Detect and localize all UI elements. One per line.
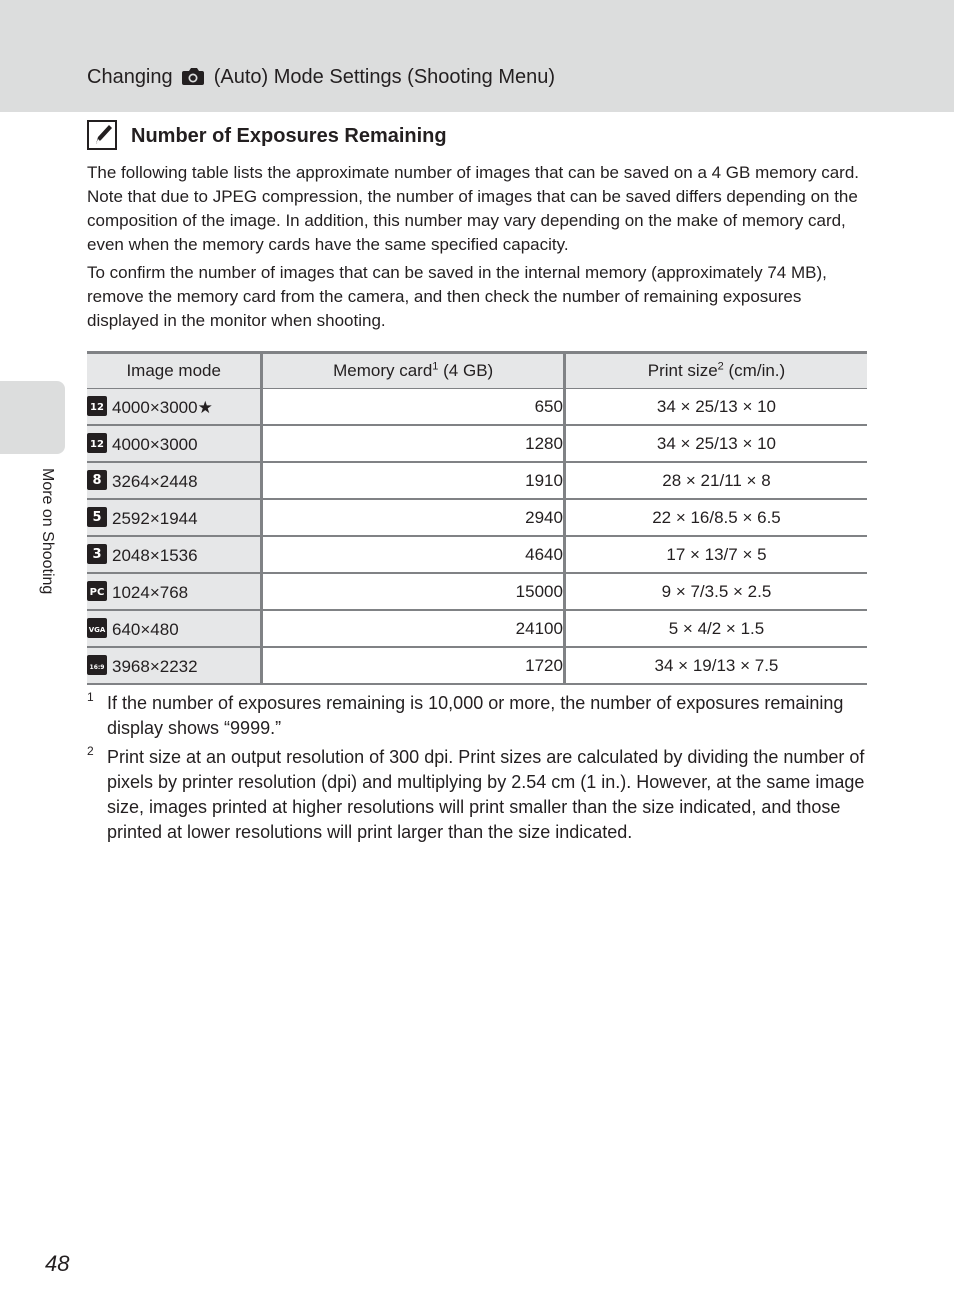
- table-row: [87, 499, 867, 536]
- svg-text:VGA: VGA: [88, 625, 106, 634]
- image-mode-cell: [87, 536, 262, 573]
- footnote-mark: 1: [87, 690, 94, 704]
- image-mode-cell: [87, 425, 262, 462]
- 12m-icon: [87, 433, 107, 453]
- memory-card-cell: 24100: [262, 610, 565, 647]
- 5m-icon: [87, 507, 107, 527]
- exposures-table: [87, 351, 867, 685]
- image-mode-label: 4000×3000★: [112, 397, 213, 417]
- image-mode-cell: [87, 647, 262, 684]
- table-row: [87, 647, 867, 684]
- image-mode-label: 3968×2232: [112, 656, 198, 676]
- page-header-title: [87, 66, 555, 89]
- image-mode-label: 2592×1944: [112, 508, 198, 528]
- table-row: [87, 536, 867, 573]
- footnote-1: [87, 691, 867, 741]
- table-row: [87, 573, 867, 610]
- svg-text:3: 3: [92, 546, 102, 562]
- table-header-row: [87, 353, 867, 389]
- side-tab: [0, 381, 65, 454]
- memory-card-cell: 650: [262, 389, 565, 426]
- vga-icon: [87, 618, 107, 638]
- print-size-cell: 34 × 25/13 × 10: [564, 425, 867, 462]
- image-mode-cell: [87, 462, 262, 499]
- memory-card-cell: 1910: [262, 462, 565, 499]
- print-size-cell: 34 × 25/13 × 10: [564, 389, 867, 426]
- internal-memory-paragraph: To confirm the number of images that can be saved in the internal memory (approximately 74 MB), remove the memory card from the camera, and then check the number of remaining exposures displayed in the monitor when shooting.: [87, 263, 827, 330]
- camera-auto-icon: [182, 67, 204, 85]
- svg-text:12: 12: [90, 438, 104, 450]
- image-mode-label: 2048×1536: [112, 545, 198, 565]
- note-pencil-icon: [87, 120, 117, 150]
- memory-card-cell: 15000: [262, 573, 565, 610]
- image-mode-label: 1024×768: [112, 582, 189, 602]
- print-size-cell: 9 × 7/3.5 × 2.5: [564, 573, 867, 610]
- 12m-fine-icon: [87, 396, 107, 416]
- footnote-mark: 2: [87, 744, 94, 758]
- side-tab-label: More on Shooting: [39, 468, 56, 595]
- image-mode-cell: [87, 610, 262, 647]
- header-print-size: Print size$^2$ (cm/in.): [564, 353, 867, 389]
- footnote-text: Print size at an output resolution of 300 dpi. Print sizes are calculated by dividing the number of pixels by printer resolution (dpi) and multiplying by 2.54 cm (1 in.). However, at the same image size, images printed at higher resolutions will print smaller than the size indicated, and those printed at lower resolutions will print larger than the size indicated.: [107, 747, 865, 842]
- svg-text:12: 12: [90, 401, 104, 413]
- image-mode-cell: [87, 389, 262, 426]
- header-band: [0, 0, 954, 112]
- 16-9-icon: [87, 655, 107, 675]
- section-title: Number of Exposures Remaining: [131, 125, 447, 147]
- 8m-icon: [87, 470, 107, 490]
- print-size-cell: 28 × 21/11 × 8: [564, 462, 867, 499]
- table-row: [87, 425, 867, 462]
- print-size-cell: 34 × 19/13 × 7.5: [564, 647, 867, 684]
- image-mode-label: 640×480: [112, 619, 179, 639]
- svg-text:5: 5: [92, 509, 102, 525]
- header-image-mode: Image mode: [87, 353, 262, 389]
- 3m-icon: [87, 544, 107, 564]
- page-number: 48: [45, 1251, 70, 1276]
- memory-card-cell: 4640: [262, 536, 565, 573]
- table-row: [87, 462, 867, 499]
- header-title-suffix: (Auto) Mode Settings (Shooting Menu): [213, 66, 556, 88]
- image-mode-label: 4000×3000: [112, 434, 198, 454]
- footnote-text: If the number of exposures remaining is 10,000 or more, the number of exposures remaining display shows “9999.”: [107, 693, 844, 738]
- print-size-cell: 5 × 4/2 × 1.5: [564, 610, 867, 647]
- image-mode-label: 3264×2448: [112, 471, 198, 491]
- print-size-cell: 17 × 13/7 × 5: [564, 536, 867, 573]
- header-title-prefix: Changing: [87, 66, 173, 88]
- svg-text:8: 8: [92, 472, 102, 488]
- table-row: [87, 389, 867, 426]
- svg-text:PC: PC: [89, 586, 105, 598]
- footnote-2: [87, 745, 867, 845]
- header-memory-card: Memory card$^1$ (4 GB): [262, 353, 565, 389]
- memory-card-cell: 2940: [262, 499, 565, 536]
- svg-text:16:9: 16:9: [89, 663, 105, 671]
- image-mode-cell: [87, 499, 262, 536]
- intro-paragraph: The following table lists the approximate number of images that can be saved on a 4 GB memory card. Note that due to JPEG compression, the number of images that can be saved differs depending on the composition of the image. In addition, this number may vary depending on the make of memory card, even when the memory cards have the same specified capacity.: [87, 163, 860, 254]
- memory-card-cell: 1720: [262, 647, 565, 684]
- pc-icon: [87, 581, 107, 601]
- image-mode-cell: [87, 573, 262, 610]
- memory-card-cell: 1280: [262, 425, 565, 462]
- table-row: [87, 610, 867, 647]
- print-size-cell: 22 × 16/8.5 × 6.5: [564, 499, 867, 536]
